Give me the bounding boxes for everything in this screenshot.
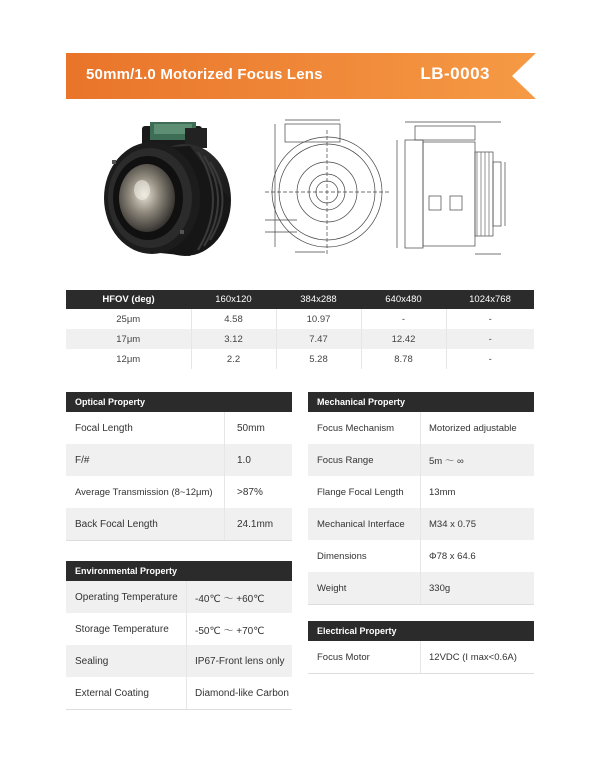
pixel-pitch: 12μm xyxy=(66,349,191,369)
property-key: Storage Temperature xyxy=(75,623,169,635)
optical-property-title: Optical Property xyxy=(66,392,292,412)
environmental-property-table xyxy=(66,561,292,710)
property-key: Average Transmission (8~12μm) xyxy=(75,486,213,498)
property-key: Focus Mechanism xyxy=(317,422,395,434)
property-value: 330g xyxy=(420,572,450,604)
table-row xyxy=(66,508,292,540)
property-key: Weight xyxy=(317,582,347,594)
optical-property-table xyxy=(66,392,292,541)
product-title: 50mm/1.0 Motorized Focus Lens xyxy=(86,66,323,83)
hfov-column-header: 384x288 xyxy=(276,290,361,309)
table-row xyxy=(308,412,534,444)
table-row xyxy=(66,613,292,645)
hfov-value: 2.2 xyxy=(191,349,276,369)
property-key: Sealing xyxy=(75,655,109,667)
property-value: -50℃ ～ +70℃ xyxy=(186,613,264,645)
table-row xyxy=(66,309,534,329)
table-row xyxy=(308,508,534,540)
electrical-property-table xyxy=(308,621,534,674)
hfov-column-header: 1024x768 xyxy=(446,290,534,309)
property-value: 12VDC (I max<0.6A) xyxy=(420,641,517,673)
hfov-value: - xyxy=(361,309,446,329)
property-value: 5m ～ ∞ xyxy=(420,444,464,476)
hfov-value: 5.28 xyxy=(276,349,361,369)
table-row xyxy=(308,476,534,508)
environmental-property-title: Environmental Property xyxy=(66,561,292,581)
mechanical-property-table xyxy=(308,392,534,605)
hfov-value: 10.97 xyxy=(276,309,361,329)
title-banner xyxy=(66,53,536,99)
property-value: -40℃ ～ +60℃ xyxy=(186,581,264,613)
property-key: Focus Range xyxy=(317,454,374,466)
property-value: 50mm xyxy=(224,412,265,444)
hfov-header-label: HFOV (deg) xyxy=(66,290,191,309)
property-key: Focus Motor xyxy=(317,651,370,663)
hfov-value: 8.78 xyxy=(361,349,446,369)
property-value: Φ78 x 64.6 xyxy=(420,540,476,572)
table-row xyxy=(66,476,292,508)
property-key: F/# xyxy=(75,454,90,466)
property-key: Focal Length xyxy=(75,422,133,434)
property-key: Flange Focal Length xyxy=(317,486,404,498)
hfov-value: - xyxy=(488,353,492,365)
hfov-value: 7.47 xyxy=(276,329,361,349)
table-row xyxy=(308,540,534,572)
table-row xyxy=(66,444,292,476)
property-key: Operating Temperature xyxy=(75,591,178,603)
property-value: Diamond-like Carbon xyxy=(186,677,289,709)
property-value: IP67-Front lens only xyxy=(186,645,285,677)
property-key: Dimensions xyxy=(317,550,367,562)
product-code: LB-0003 xyxy=(420,64,490,83)
hfov-value: - xyxy=(446,329,534,349)
hfov-value: - xyxy=(488,313,492,325)
table-row xyxy=(308,572,534,604)
property-value: Motorized adjustable xyxy=(420,412,517,444)
table-row xyxy=(308,444,534,476)
property-value: 24.1mm xyxy=(224,508,273,540)
table-row xyxy=(66,349,534,369)
table-row xyxy=(308,641,534,673)
pixel-pitch: 25μm xyxy=(66,309,191,329)
lens-product-image xyxy=(90,118,240,258)
electrical-property-title: Electrical Property xyxy=(308,621,534,641)
hfov-header-row xyxy=(66,290,534,309)
property-value: 13mm xyxy=(420,476,455,508)
hfov-value: 4.58 xyxy=(191,309,276,329)
property-key: Mechanical Interface xyxy=(317,518,405,530)
property-value: 1.0 xyxy=(224,444,251,476)
technical-drawing xyxy=(255,112,530,262)
table-row xyxy=(66,329,534,349)
mechanical-property-title: Mechanical Property xyxy=(308,392,534,412)
table-row xyxy=(66,412,292,444)
hfov-value: 12.42 xyxy=(361,329,446,349)
table-row xyxy=(66,581,292,613)
property-key: External Coating xyxy=(75,687,149,699)
table-row xyxy=(66,677,292,709)
hfov-value: 3.12 xyxy=(191,329,276,349)
hfov-column-header: 160x120 xyxy=(191,290,276,309)
property-value: M34 x 0.75 xyxy=(420,508,476,540)
pixel-pitch: 17μm xyxy=(66,329,191,349)
property-key: Back Focal Length xyxy=(75,518,158,530)
table-row xyxy=(66,645,292,677)
hfov-column-header: 640x480 xyxy=(361,290,446,309)
property-value: >87% xyxy=(224,476,263,508)
hfov-table xyxy=(66,290,534,369)
